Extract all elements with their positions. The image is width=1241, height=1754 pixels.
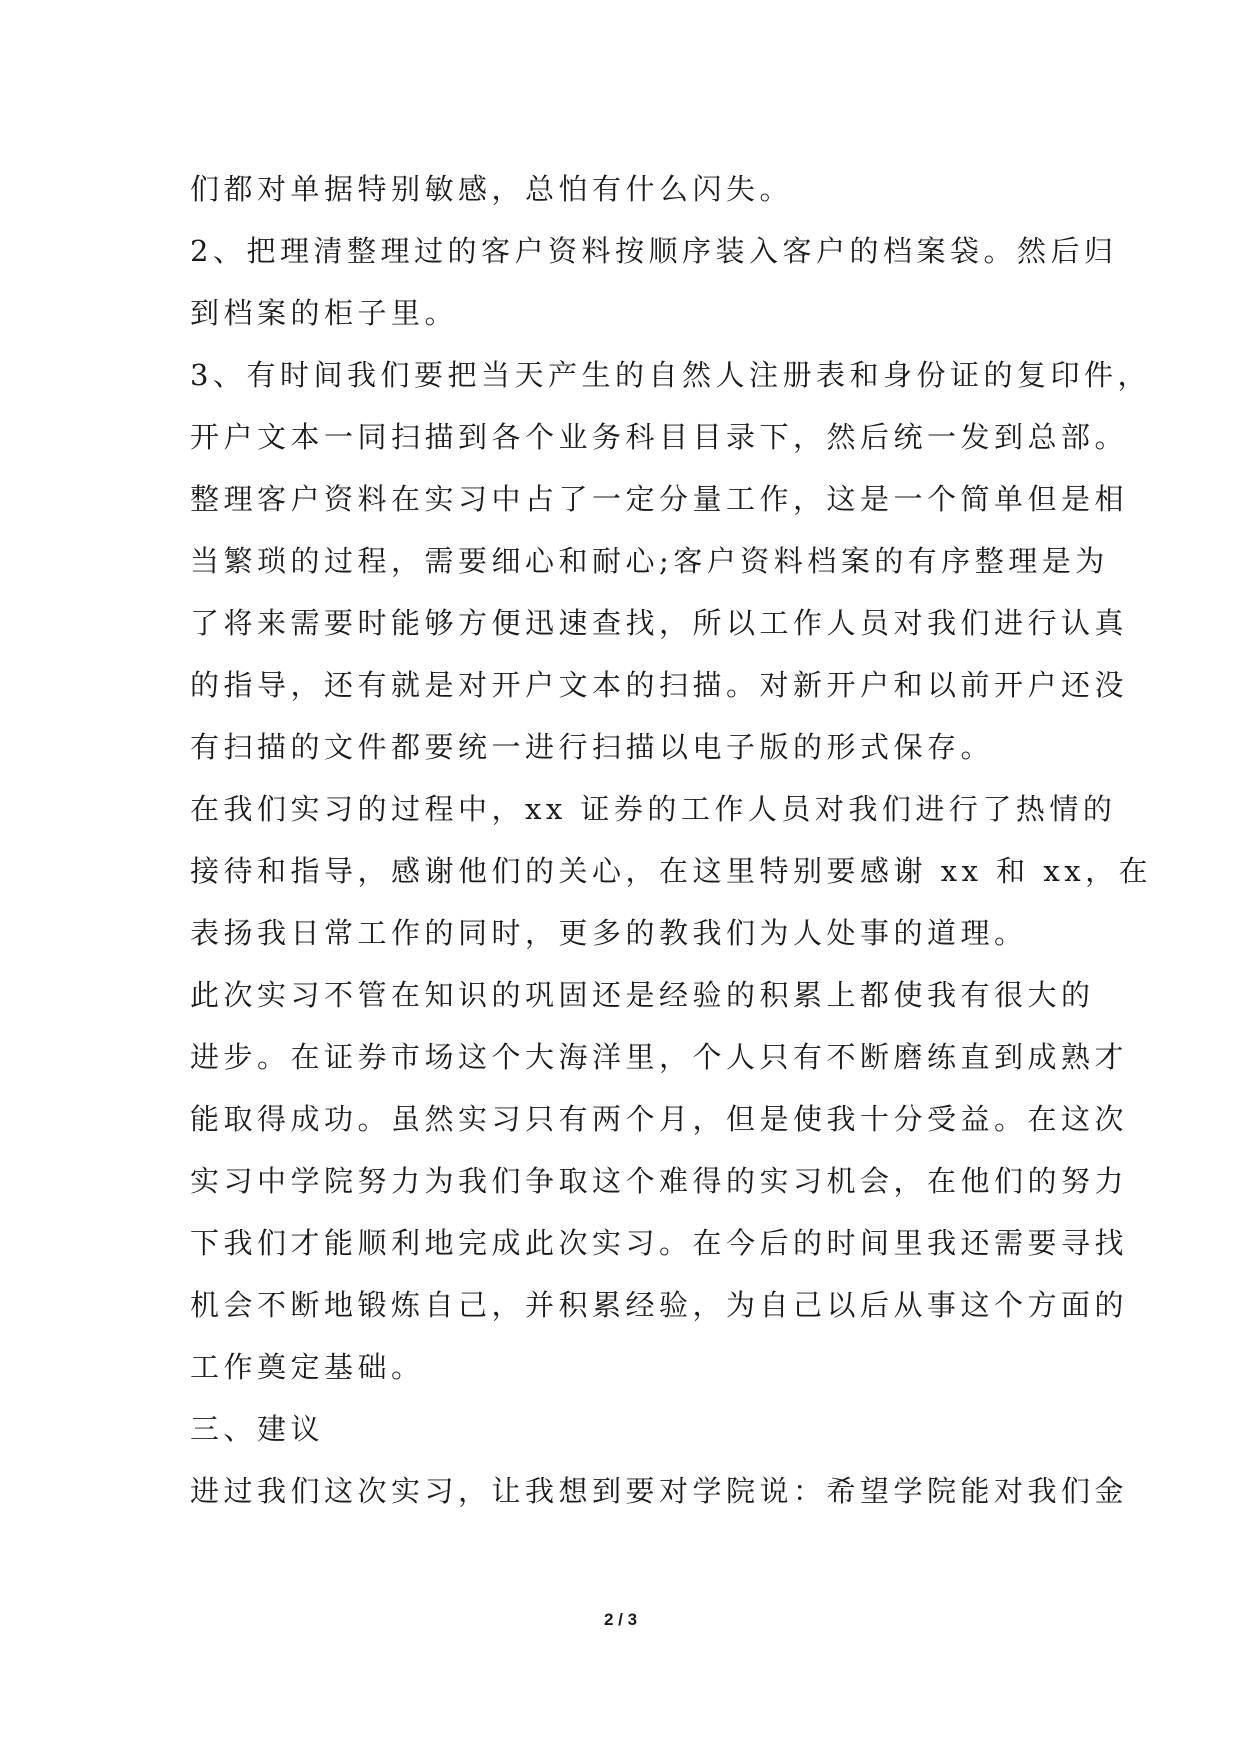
text-line-10: 有扫描的文件都要统一进行扫描以电子版的形式保存。 <box>190 730 995 764</box>
text-line-18: 下我们才能顺利地完成此次实习。在今后的时间里我还需要寻找 <box>190 1226 1129 1260</box>
section-heading: 三、建议 <box>190 1412 325 1446</box>
text-line-12: 接待和指导，感谢他们的关心，在这里特别要感谢 xx 和 xx，在 <box>190 854 1153 888</box>
text-line-13: 表扬我日常工作的同时，更多的教我们为人处事的道理。 <box>190 916 1028 950</box>
text-line-9: 的指导，还有就是对开户文本的扫描。对新开户和以前开户还没 <box>190 668 1129 702</box>
page-number: 2 / 3 <box>603 1610 638 1629</box>
text-line-20: 工作奠定基础。 <box>190 1350 425 1384</box>
text-line-14: 此次实习不管在知识的巩固还是经验的积累上都使我有很大的 <box>190 978 1095 1012</box>
text-line-6: 整理客户资料在实习中占了一定分量工作，这是一个简单但是相 <box>190 482 1129 516</box>
text-line-15: 进步。在证券市场这个大海洋里，个人只有不断磨练直到成熟才 <box>190 1040 1129 1074</box>
text-line-5: 开户文本一同扫描到各个业务科目目录下，然后统一发到总部。 <box>190 420 1129 454</box>
text-line-22: 进过我们这次实习，让我想到要对学院说：希望学院能对我们金 <box>190 1474 1129 1508</box>
text-line-19: 机会不断地锻炼自己，并积累经验，为自己以后从事这个方面的 <box>190 1288 1129 1322</box>
text-line-3: 到档案的柜子里。 <box>190 296 459 330</box>
text-line-4: 3、有时间我们要把当天产生的自然人注册表和身份证的复印件， <box>190 358 1151 392</box>
body-text <box>190 158 1153 1522</box>
text-line-1: 们都对单据特别敏感，总怕有什么闪失。 <box>190 172 794 206</box>
text-line-7: 当繁琐的过程，需要细心和耐心;客户资料档案的有序整理是为 <box>190 544 1109 578</box>
text-line-17: 实习中学院努力为我们争取这个难得的实习机会，在他们的努力 <box>190 1164 1129 1198</box>
text-line-11: 在我们实习的过程中，xx 证券的工作人员对我们进行了热情的 <box>190 792 1117 826</box>
text-line-16: 能取得成功。虽然实习只有两个月，但是使我十分受益。在这次 <box>190 1102 1129 1136</box>
text-line-8: 了将来需要时能够方便迅速查找，所以工作人员对我们进行认真 <box>190 606 1129 640</box>
text-line-2: 2、把理清整理过的客户资料按顺序装入客户的档案袋。然后归 <box>190 234 1118 268</box>
